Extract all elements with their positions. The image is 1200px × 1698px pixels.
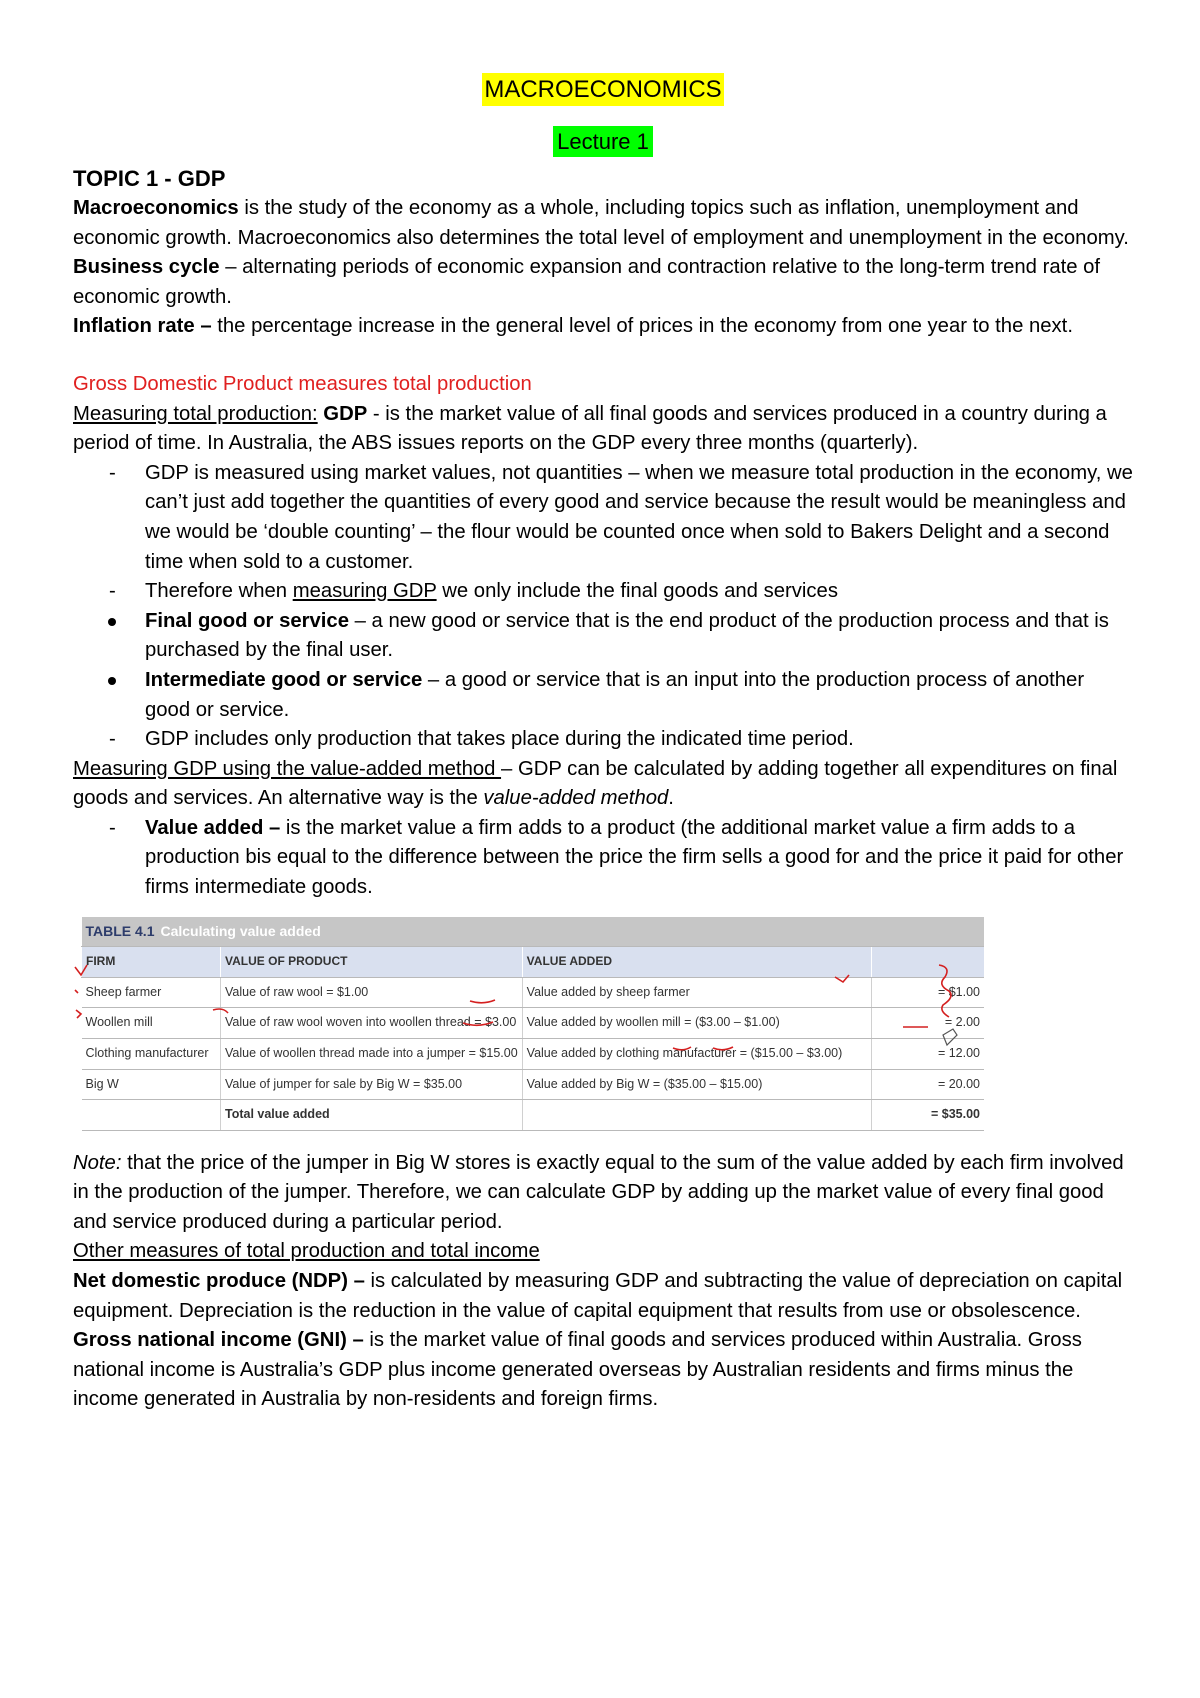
total-value: = $35.00 bbox=[871, 1100, 984, 1131]
gdp-term: GDP bbox=[317, 402, 368, 425]
ndp-paragraph bbox=[73, 1267, 1133, 1326]
table-cell bbox=[522, 1100, 871, 1131]
table-cell: Value of woollen thread made into a jumper = $15.00 bbox=[221, 1039, 523, 1070]
gdp-points-list bbox=[73, 459, 1133, 755]
table-cell: Sheep farmer bbox=[82, 977, 221, 1008]
measuring-paragraph bbox=[73, 400, 1133, 459]
tick-mark-icon bbox=[75, 990, 78, 993]
table-row bbox=[82, 1069, 985, 1100]
list-item bbox=[73, 607, 1133, 666]
table-total-row bbox=[82, 1100, 985, 1131]
table-cell: = 2.00 bbox=[871, 1008, 984, 1039]
inflation-definition bbox=[73, 312, 1133, 342]
list-item bbox=[73, 577, 1133, 607]
spacer bbox=[73, 342, 1133, 370]
cycle-definition bbox=[73, 253, 1133, 312]
bullet-icon bbox=[108, 618, 116, 626]
table-cell: Value added by sheep farmer bbox=[522, 977, 871, 1008]
table-cell: Value of jumper for sale by Big W = $35.00 bbox=[221, 1069, 523, 1100]
lecture-block bbox=[73, 124, 1133, 162]
value-added-paragraph bbox=[73, 755, 1133, 814]
table-caption bbox=[82, 917, 985, 947]
table-cell: Value added by Big W = ($35.00 – $15.00) bbox=[522, 1069, 871, 1100]
table-cell: Value added by clothing manufacturer = ($15.00 – $3.00) bbox=[522, 1039, 871, 1070]
list-item bbox=[73, 459, 1133, 577]
cycle-text: – alternating periods of economic expansion and contraction relative to the long-term trend rate of economic growth. bbox=[73, 256, 1101, 308]
dash-marker: - bbox=[109, 461, 116, 484]
gni-term: Gross national income (GNI) – bbox=[73, 1329, 364, 1352]
table-row bbox=[82, 1008, 985, 1039]
table-cell: = 12.00 bbox=[871, 1039, 984, 1070]
table-cell bbox=[82, 1100, 221, 1131]
measuring-label: Measuring total production: bbox=[73, 402, 318, 425]
gni-paragraph bbox=[73, 1326, 1133, 1415]
table-header-row bbox=[82, 947, 985, 978]
macro-text: is the study of the economy as a whole, including topics such as inflation, unemployment and economic growth. Macroeconomics also determines the total level of employment and unemployment in the economy. bbox=[73, 197, 1129, 249]
page-title: MACROECONOMICS bbox=[482, 73, 723, 106]
dash-marker: - bbox=[109, 816, 116, 839]
table-cell: Woollen mill bbox=[82, 1008, 221, 1039]
total-label: Total value added bbox=[221, 1100, 523, 1131]
value-added-text: – GDP can be calculated by adding together all expenditures on final goods and services. An alternative way is the bbox=[73, 757, 1118, 810]
value-added-definition: is the market value a firm adds to a product (the additional market value a firm adds to a production bis equal to the difference between the price the firm sells a good for and the price it paid for other firms intermediate goods. bbox=[145, 816, 1124, 899]
dash-marker: - bbox=[109, 728, 116, 751]
inflation-term: Inflation rate – bbox=[73, 315, 212, 338]
note-paragraph bbox=[73, 1149, 1133, 1238]
value-added-list bbox=[73, 814, 1133, 903]
column-header: VALUE ADDED bbox=[522, 947, 871, 978]
table-caption-number: TABLE 4.1 bbox=[85, 922, 155, 939]
inflation-text: the percentage increase in the general level of prices in the economy from one year to the next. bbox=[211, 315, 1073, 338]
title-block bbox=[73, 70, 1133, 118]
table-cell: = 20.00 bbox=[871, 1069, 984, 1100]
ndp-term: Net domestic produce (NDP) – bbox=[73, 1270, 365, 1293]
list-item bbox=[73, 725, 1133, 755]
final-term: Final good or service bbox=[145, 609, 349, 632]
cycle-term: Business cycle bbox=[73, 256, 220, 279]
value-added-end: . bbox=[668, 787, 674, 810]
value-added-label: Measuring GDP using the value-added method bbox=[73, 757, 502, 780]
value-added-table bbox=[81, 917, 984, 1131]
final-text: – a new good or service that is the end product of the production process and that is purchased by the final user. bbox=[145, 609, 1109, 662]
lecture-label: Lecture 1 bbox=[553, 126, 653, 157]
table-cell: Big W bbox=[82, 1069, 221, 1100]
document-page bbox=[73, 70, 1133, 1415]
table-cell: Clothing manufacturer bbox=[82, 1039, 221, 1070]
item-text-post: we only include the final goods and services bbox=[436, 580, 838, 603]
table-cell: = $1.00 bbox=[871, 977, 984, 1008]
intermediate-text: – a good or service that is an input into the production process of another good or service. bbox=[145, 668, 1085, 721]
bullet-icon bbox=[108, 677, 116, 685]
measuring-text: - is the market value of all final goods and services produced in a country during a period of time. In Australia, the ABS issues reports on the GDP every three months (quarterly). bbox=[73, 402, 1107, 455]
note-text: that the price of the jumper in Big W stores is exactly equal to the sum of the value added by each firm involved in the production of the jumper. Therefore, we can calculate GDP by adding up the market value of every final good and service produced during a particular period. bbox=[73, 1151, 1124, 1233]
column-header: VALUE OF PRODUCT bbox=[221, 947, 523, 978]
value-added-italic: value-added method bbox=[483, 787, 669, 810]
value-added-term: Value added – bbox=[145, 816, 281, 839]
item-text-underlined: measuring GDP bbox=[292, 580, 437, 603]
dash-marker: - bbox=[109, 580, 116, 603]
item-text-pre: Therefore when bbox=[145, 580, 293, 603]
list-item bbox=[73, 814, 1133, 903]
table-row bbox=[82, 977, 985, 1008]
macro-definition bbox=[73, 194, 1133, 253]
item-text: GDP is measured using market values, not quantities – when we measure total production in the economy, we can’t just add together the quantities of every good and service because the result would be meaningless and we would be ‘double counting’ – the flour would be counted once when sold to Bakers Delight and a second time when sold to a customer. bbox=[145, 461, 1133, 573]
ndp-text: is calculated by measuring GDP and subtracting the value of depreciation on capital equipment. Depreciation is the reduction in the value of capital equipment that results from use or obsolescence. bbox=[73, 1270, 1123, 1322]
item-text: GDP includes only production that takes place during the indicated time period. bbox=[145, 728, 854, 751]
list-item bbox=[73, 666, 1133, 725]
intermediate-term: Intermediate good or service bbox=[145, 668, 423, 691]
column-header: FIRM bbox=[82, 947, 221, 978]
table-cell: Value added by woollen mill = ($3.00 – $1.00) bbox=[522, 1008, 871, 1039]
topic-heading: TOPIC 1 - GDP bbox=[73, 166, 226, 191]
gdp-section-heading: Gross Domestic Product measures total production bbox=[73, 372, 532, 395]
table-cell: Value of raw wool woven into woollen thread = $3.00 bbox=[221, 1008, 523, 1039]
table-cell: Value of raw wool = $1.00 bbox=[221, 977, 523, 1008]
column-header bbox=[871, 947, 984, 978]
table-caption-title: Calculating value added bbox=[160, 922, 321, 939]
notes-section bbox=[73, 1149, 1133, 1415]
table-caption-row bbox=[82, 917, 985, 947]
macro-term: Macroeconomics bbox=[73, 197, 239, 219]
note-label: Note: bbox=[73, 1151, 122, 1174]
other-measures-heading: Other measures of total production and total income bbox=[73, 1240, 540, 1263]
table-row bbox=[82, 1039, 985, 1070]
table-figure bbox=[73, 917, 1133, 1149]
gni-text: is the market value of final goods and services produced within Australia. Gross national income is Australia’s GDP plus income generated overseas by Australian residents and firms minus the income generated in Australia by non-residents and foreign firms. bbox=[73, 1329, 1082, 1411]
